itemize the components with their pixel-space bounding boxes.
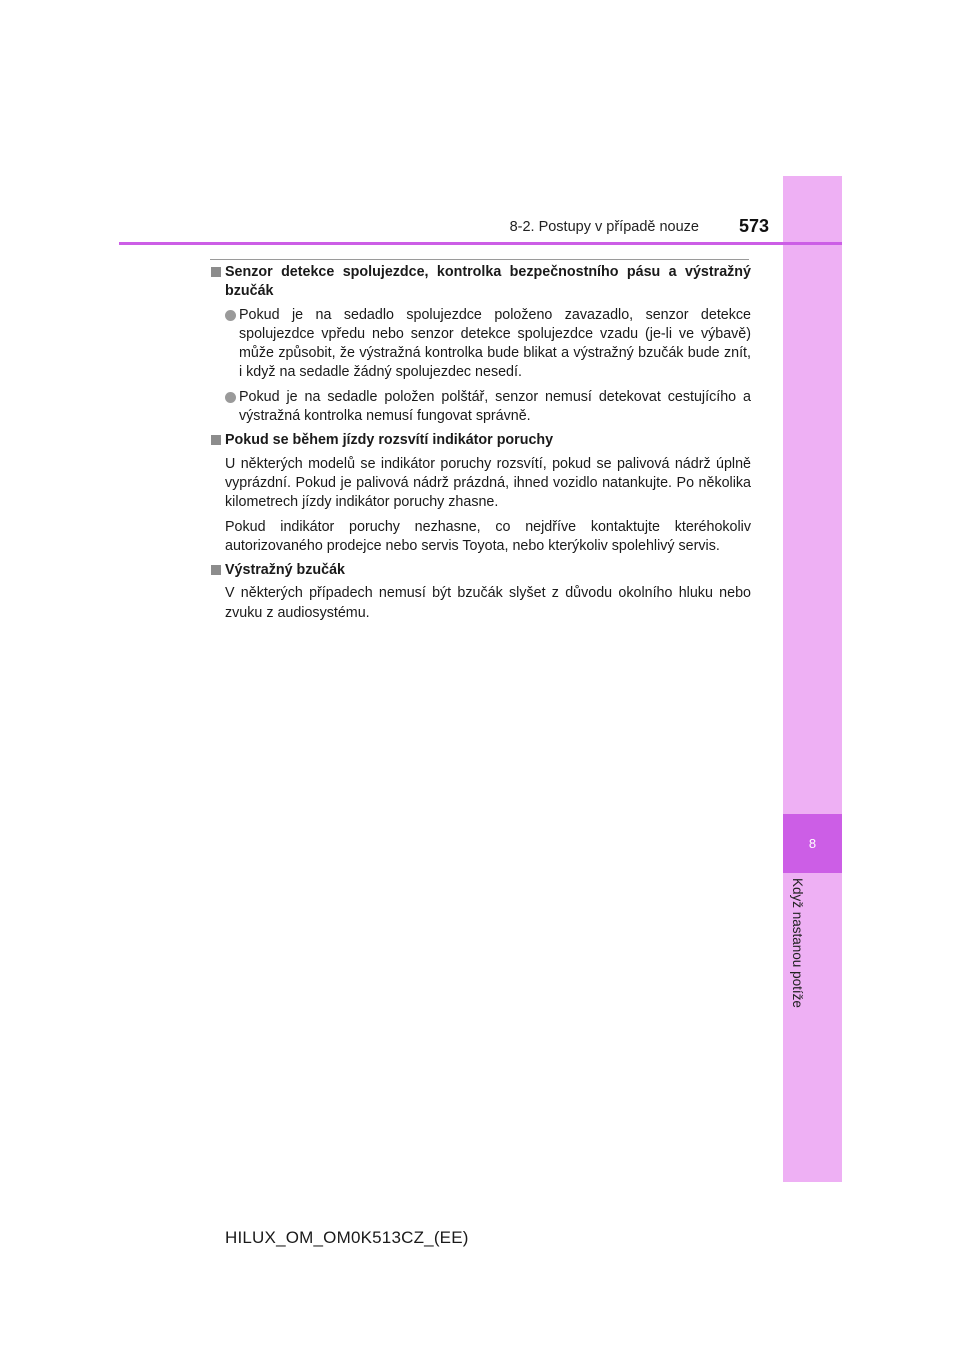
header-divider: [119, 242, 842, 245]
chapter-side-tab: [783, 176, 842, 1182]
content-top-rule: [210, 259, 749, 260]
section-heading: [210, 263, 751, 302]
section-malfunction-indicator: [210, 431, 751, 556]
square-bullet-icon: [211, 435, 221, 445]
section-heading-text: Senzor detekce spolujezdce, kontrolka bezpečnostního pásu a výstražný bzučák: [225, 264, 751, 300]
paragraph: Pokud indikátor poruchy nezhasne, co nejdříve kontaktujte kteréhokoliv autorizovaného prodejce nebo servis Toyota, nebo kterýkoliv spolehlivý servis.: [225, 518, 751, 554]
document-code: HILUX_OM_OM0K513CZ_(EE): [225, 1228, 469, 1247]
chapter-number: 8: [783, 814, 842, 873]
list-item: [210, 306, 751, 383]
section-warning-buzzer: [210, 561, 751, 623]
section-heading-text: Pokud se během jízdy rozsvítí indikátor poruchy: [225, 432, 554, 449]
circle-bullet-icon: [225, 392, 236, 403]
section-heading-text: Výstražný bzučák: [225, 562, 345, 579]
section-title: 8-2. Postupy v případě nouze: [509, 219, 699, 235]
square-bullet-icon: [211, 565, 221, 575]
section-heading: [210, 561, 751, 580]
section-passenger-sensor: [210, 263, 751, 426]
list-item: [210, 388, 751, 427]
list-item-text: Pokud je na sedadle položen polštář, senzor nemusí detekovat cestujícího a výstražná kontrolka nemusí fungovat správně.: [239, 388, 751, 425]
page-number: 573: [739, 216, 770, 236]
chapter-label: Když nastanou potíže: [790, 878, 805, 1008]
square-bullet-icon: [211, 267, 221, 277]
circle-bullet-icon: [225, 310, 236, 321]
main-content: [210, 263, 751, 628]
paragraph: V některých případech nemusí být bzučák slyšet z důvodu okolního hluku nebo zvuku z audiosystému.: [225, 585, 751, 621]
section-heading: [210, 431, 751, 450]
list-item-text: Pokud je na sedadlo spolujezdce položeno zavazadlo, senzor detekce spolujezdce vpředu nebo senzor detekce spolujezdce vzadu (je-li ve výbavě) může způsobit, že výstražná kontrolka bude blikat a výstražný bzučák bude znít, i když na sedadle žádný spolujezdec nesedí.: [239, 306, 751, 381]
paragraph: U některých modelů se indikátor poruchy rozsvítí, pokud se palivová nádrž úplně vyprázdní. Pokud je palivová nádrž prázdná, ihned vozidlo natankujte. Po několika kilometrech jízdy indikátor poruchy zhasne.: [225, 455, 751, 511]
